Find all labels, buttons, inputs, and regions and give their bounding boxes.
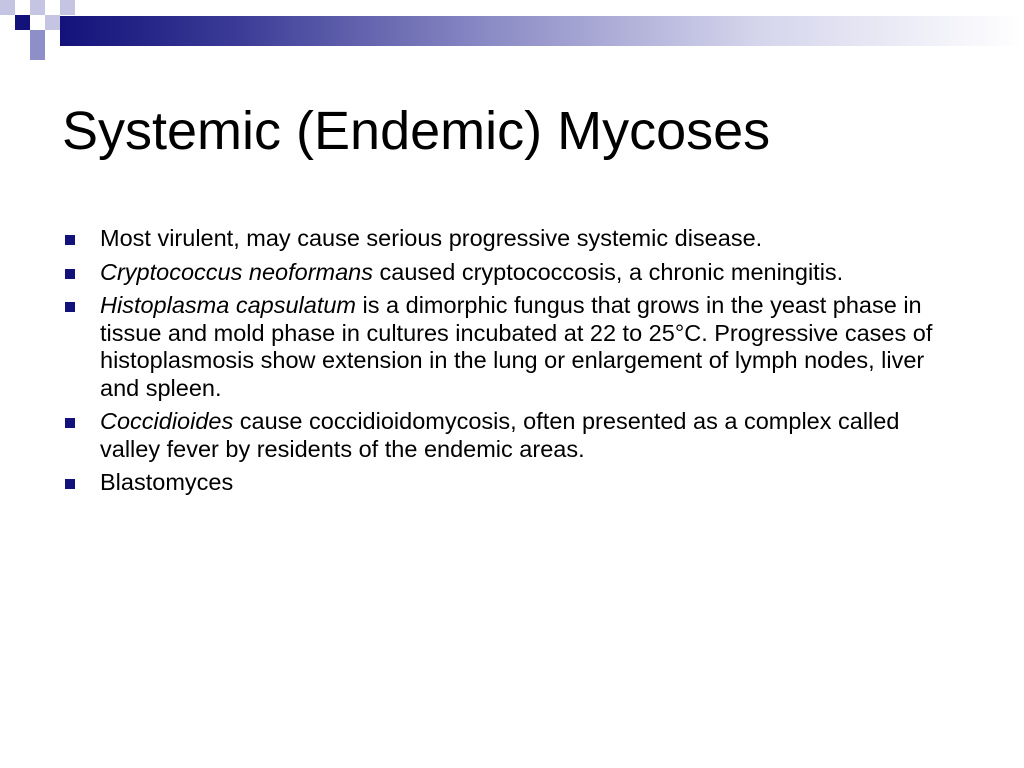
bullet-item: [62, 259, 962, 287]
decor-square: [30, 0, 45, 15]
bullet-item: [62, 225, 962, 253]
bullet-list: [62, 225, 962, 503]
bullet-text: Blastomyces: [100, 469, 234, 495]
bullet-item: [62, 469, 962, 497]
square-bullet-icon: [65, 235, 75, 245]
decor-square: [45, 15, 60, 30]
bullet-text: Most virulent, may cause serious progressive systemic disease.: [100, 225, 763, 251]
bullet-text: Cryptococcus neoformans caused cryptococcosis, a chronic meningitis.: [100, 258, 844, 285]
species-name: Coccidioides: [100, 408, 234, 434]
bullet-text: Coccidioides cause coccidioidomycosis, often presented as a complex called valley fever by residents of the endemic areas.: [100, 408, 900, 462]
bullet-item: [62, 292, 962, 402]
square-bullet-icon: [65, 418, 75, 428]
species-name: Cryptococcus neoformans: [100, 258, 373, 285]
decor-square: [30, 45, 45, 60]
header-gradient-bar: [60, 16, 1024, 46]
slide-title: Systemic (Endemic) Mycoses: [62, 101, 771, 161]
square-bullet-icon: [65, 269, 75, 279]
bullet-text: Histoplasma capsulatum is a dimorphic fungus that grows in the yeast phase in tissue and mold phase in cultures incubated at 22 to 25°C. Progressive cases of histoplasmosis show extension in the lung or enlargement of lymph nodes, liver and spleen.: [100, 292, 933, 401]
square-bullet-icon: [65, 302, 75, 312]
decor-square: [15, 15, 30, 30]
species-name: Histoplasma capsulatum: [100, 292, 356, 318]
bullet-item: [62, 408, 962, 463]
square-bullet-icon: [65, 479, 75, 489]
decor-square: [30, 30, 45, 45]
decor-square: [0, 0, 15, 15]
decor-square: [60, 0, 75, 15]
